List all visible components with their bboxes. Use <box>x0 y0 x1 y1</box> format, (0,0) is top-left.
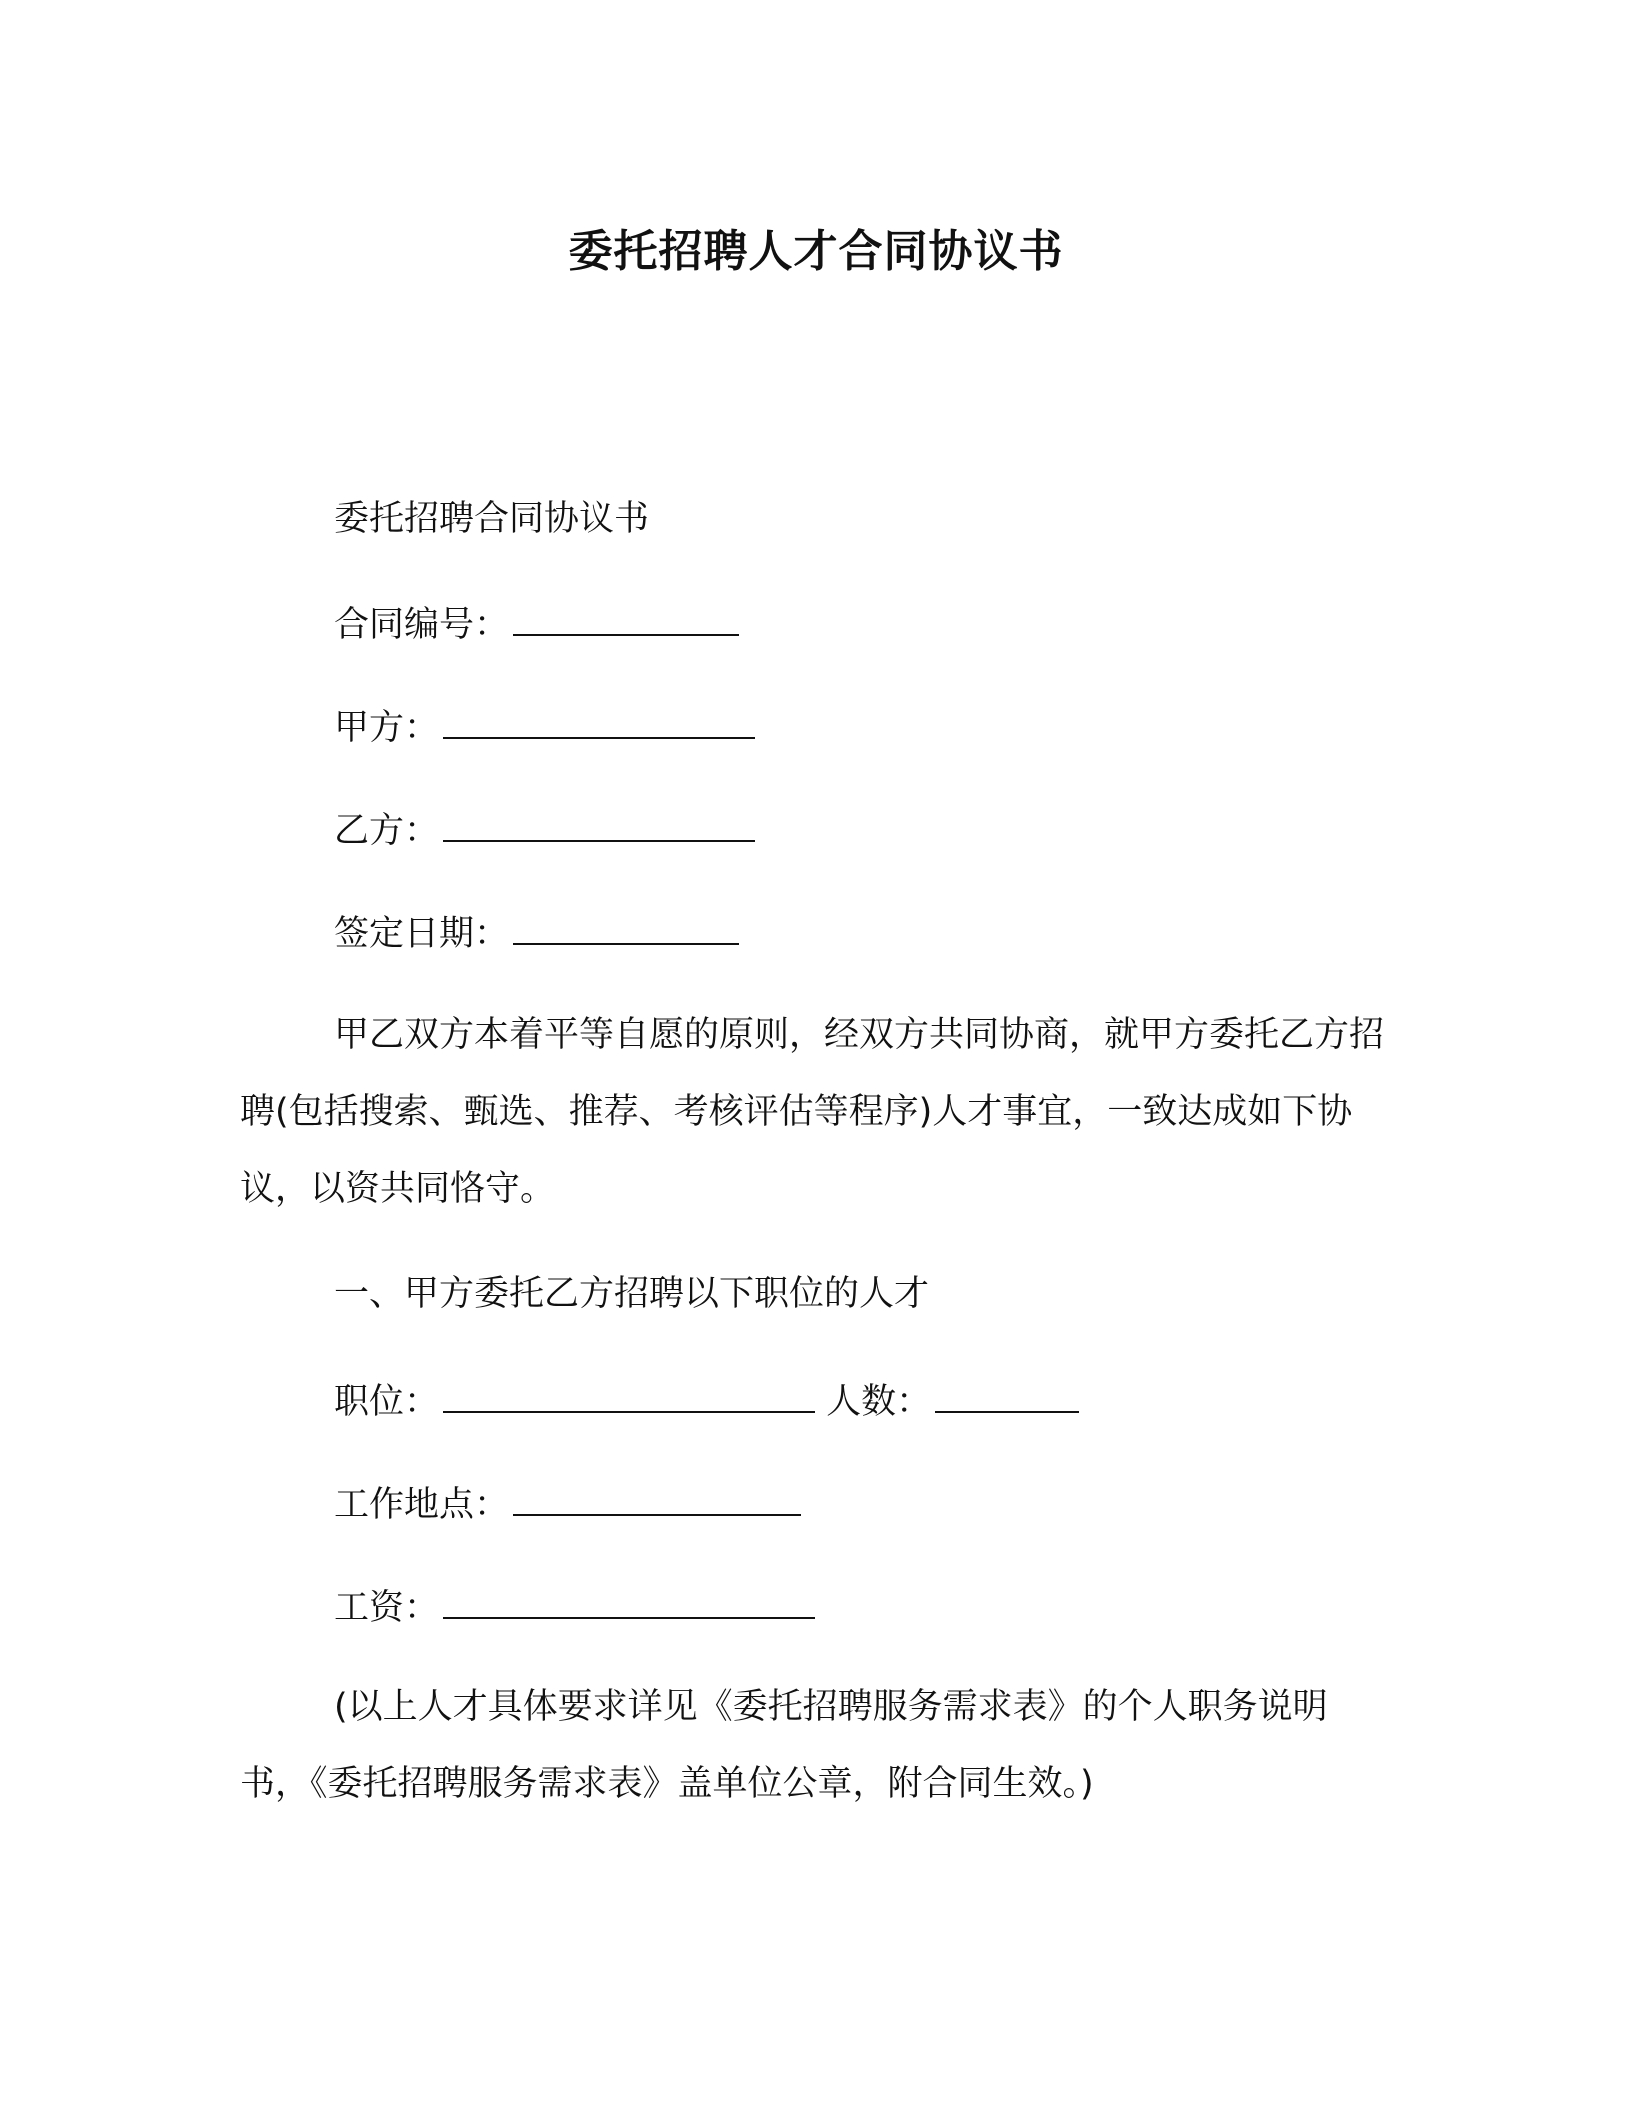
party-a-label: 甲方： <box>334 708 440 748</box>
contract-number-label: 合同编号： <box>334 605 510 645</box>
requirements-note: (以上人才具体要求详见《委托招聘服务需求表》的个人职务说明书，《委托招聘服务需求表》盖单位公章，附合同生效。) <box>240 1687 1328 1804</box>
salary-blank[interactable] <box>443 1581 815 1619</box>
contract-number-row <box>334 598 739 649</box>
party-b-blank[interactable] <box>443 804 755 842</box>
salary-label: 工资： <box>334 1588 440 1628</box>
position-blank[interactable] <box>443 1375 815 1413</box>
party-b-row <box>334 804 755 855</box>
count-label: 人数： <box>826 1382 932 1422</box>
preamble-paragraph: 甲乙双方本着平等自愿的原则，经双方共同协商，就甲方委托乙方招聘(包括搜索、甄选、推荐、考核评估等程序)人才事宜，一致达成如下协议，以资共同恪守。 <box>240 1015 1385 1209</box>
document-title: 委托招聘人才合同协议书 <box>568 226 1064 277</box>
sign-date-label: 签定日期： <box>334 914 510 954</box>
sign-date-row <box>334 907 739 958</box>
position-label: 职位： <box>334 1382 440 1422</box>
party-a-blank[interactable] <box>443 701 755 739</box>
count-blank[interactable] <box>935 1375 1079 1413</box>
sign-date-blank[interactable] <box>513 907 739 945</box>
contract-number-blank[interactable] <box>513 598 739 636</box>
location-blank[interactable] <box>513 1478 801 1516</box>
salary-row <box>334 1581 815 1632</box>
party-b-label: 乙方： <box>334 811 440 851</box>
position-row <box>334 1375 1079 1426</box>
location-row <box>334 1478 801 1529</box>
party-a-row <box>334 701 755 752</box>
location-label: 工作地点： <box>334 1485 510 1525</box>
section-1-heading: 一、甲方委托乙方招聘以下职位的人才 <box>334 1274 930 1314</box>
document-subtitle: 委托招聘合同协议书 <box>334 499 650 539</box>
